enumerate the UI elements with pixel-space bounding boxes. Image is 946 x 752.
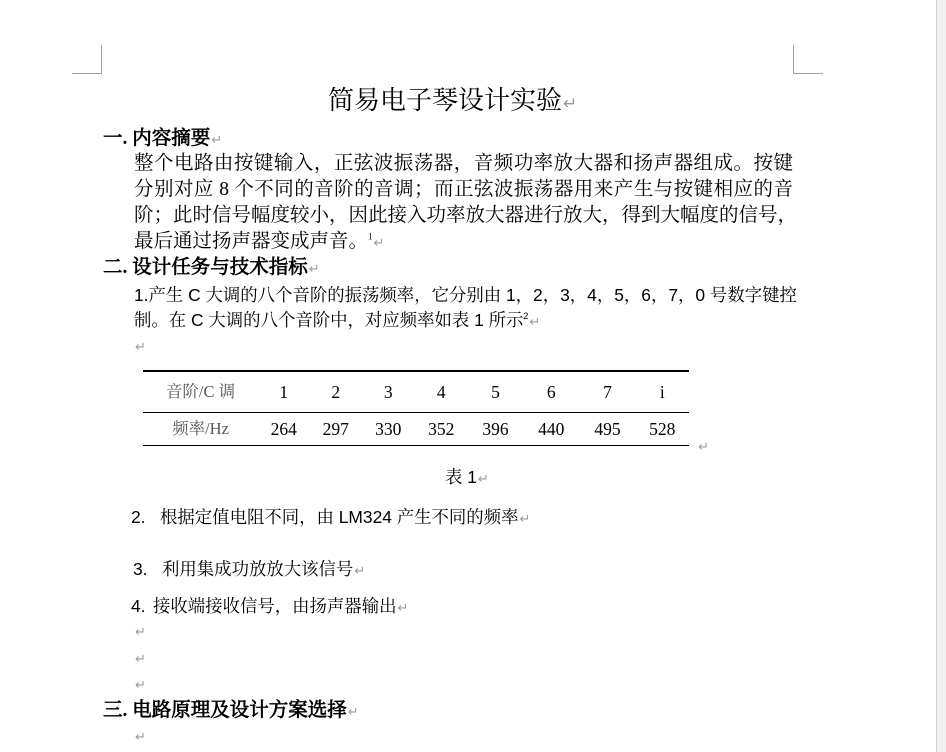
summary-line-3: 阶；此时信号幅度较小，因此接入功率放大器进行放大，得到大幅度的信号， bbox=[134, 205, 798, 226]
paragraph-mark-icon: ↵ bbox=[477, 472, 489, 487]
task-item-text: 利用集成功放放大该信号 bbox=[162, 559, 354, 579]
summary-line-2: 分别对应 8 个不同的音阶的音调；而正弦波振荡器用来产生与按键相应的音 bbox=[134, 179, 793, 200]
table-cell: 1 bbox=[279, 382, 289, 402]
crop-mark-top-right-horizontal bbox=[793, 73, 823, 74]
table-cell: 330 bbox=[375, 419, 402, 439]
task-item-1-line-2-text: 制。在 C 大调的八个音阶中，对应频率如表 1 所示 bbox=[134, 310, 524, 330]
task-item-4 bbox=[153, 593, 408, 622]
paragraph-mark-icon: ↵ bbox=[519, 512, 531, 527]
empty-paragraph bbox=[134, 619, 146, 646]
vertical-scrollbar[interactable] bbox=[936, 0, 946, 752]
table-cell: i bbox=[659, 382, 665, 402]
task-item-3 bbox=[162, 556, 365, 585]
table-cell: 3 bbox=[383, 382, 393, 402]
summary-line-1: 整个电路由按键输入，正弦波振荡器，音频功率放大器和扬声器组成。按键 bbox=[134, 153, 793, 174]
paragraph-mark-icon: ↵ bbox=[354, 564, 366, 579]
crop-mark-top-right-vertical bbox=[793, 45, 794, 74]
table-cell: 6 bbox=[546, 382, 556, 402]
footnote-ref-2[interactable]: 2 bbox=[523, 311, 529, 322]
table-bottom-rule bbox=[143, 445, 689, 447]
crop-mark-top-left-horizontal bbox=[72, 73, 102, 74]
table-cell: 352 bbox=[428, 419, 455, 439]
table-cell-label: 频率/Hz bbox=[172, 419, 229, 438]
table-end-mark bbox=[697, 437, 709, 458]
footnote-ref-1[interactable]: 1 bbox=[368, 231, 373, 242]
empty-paragraph bbox=[134, 646, 146, 673]
section1-heading-text: 一. 内容摘要 bbox=[103, 128, 211, 149]
paragraph-mark-icon: ↵ bbox=[211, 133, 223, 148]
paragraph-mark-icon: ↵ bbox=[135, 678, 146, 693]
section3-heading bbox=[103, 698, 359, 726]
task-item-text: 根据定值电阻不同，由 LM324 产生不同的频率 bbox=[160, 507, 519, 527]
table-cell: 7 bbox=[603, 382, 612, 402]
table-cell: 4 bbox=[436, 382, 446, 402]
table-caption-text: 表 1 bbox=[445, 467, 477, 487]
table-cell-label: 音阶/C 调 bbox=[165, 382, 236, 401]
task-item-number: 2. bbox=[131, 507, 146, 527]
table-cell: 264 bbox=[270, 419, 297, 439]
task-item-1-line-1: 1.产生 C 大调的八个音阶的振荡频率，它分别由 1，2，3，4，5，6，7，0 号数字键控 bbox=[134, 285, 797, 305]
table-cell: 5 bbox=[491, 382, 500, 402]
section1-heading bbox=[103, 126, 222, 154]
paragraph-mark-icon: ↵ bbox=[135, 652, 146, 667]
table-row-scale bbox=[143, 372, 689, 412]
table-cell: 528 bbox=[649, 419, 676, 439]
table-cell: 396 bbox=[482, 419, 509, 439]
task-item-1-line-2 bbox=[134, 307, 793, 336]
section3-heading-text: 三. 电路原理及设计方案选择 bbox=[103, 700, 347, 721]
table-cell: 2 bbox=[331, 382, 341, 402]
section2-heading-text: 二. 设计任务与技术指标 bbox=[103, 257, 308, 278]
paragraph-mark-icon: ↵ bbox=[698, 440, 709, 455]
empty-paragraph bbox=[134, 724, 146, 751]
paragraph-mark-icon: ↵ bbox=[529, 315, 541, 330]
document-title-text: 简易电子琴设计实验 bbox=[328, 85, 563, 115]
table-cell: 297 bbox=[322, 419, 349, 439]
task-item-text: 接收端接收信号，由扬声器输出 bbox=[153, 596, 397, 616]
summary-line-4-text: 最后通过扬声器变成声音。 bbox=[134, 231, 369, 252]
task-item-number: 4. bbox=[131, 596, 146, 616]
paragraph-mark-icon: ↵ bbox=[563, 94, 578, 114]
paragraph-mark-icon: ↵ bbox=[135, 625, 146, 640]
paragraph-mark-icon: ↵ bbox=[347, 705, 359, 720]
paragraph-mark-icon: ↵ bbox=[397, 601, 409, 616]
table-cell: 440 bbox=[538, 419, 565, 439]
paragraph-mark-icon: ↵ bbox=[135, 730, 146, 745]
paragraph-mark-icon: ↵ bbox=[308, 262, 320, 277]
document-title bbox=[328, 84, 577, 120]
table-cell: 495 bbox=[594, 419, 621, 439]
task-item-2 bbox=[160, 504, 530, 533]
task-item-number: 3. bbox=[133, 559, 148, 579]
crop-mark-top-left-vertical bbox=[101, 45, 102, 74]
section2-heading bbox=[103, 255, 320, 283]
table-row-frequency bbox=[143, 413, 689, 445]
paragraph-mark-icon: ↵ bbox=[135, 340, 146, 355]
table-caption bbox=[445, 464, 489, 493]
empty-paragraph bbox=[134, 672, 146, 699]
empty-paragraph bbox=[134, 334, 146, 361]
paragraph-mark-icon: ↵ bbox=[373, 236, 385, 251]
summary-line-4 bbox=[134, 229, 793, 257]
